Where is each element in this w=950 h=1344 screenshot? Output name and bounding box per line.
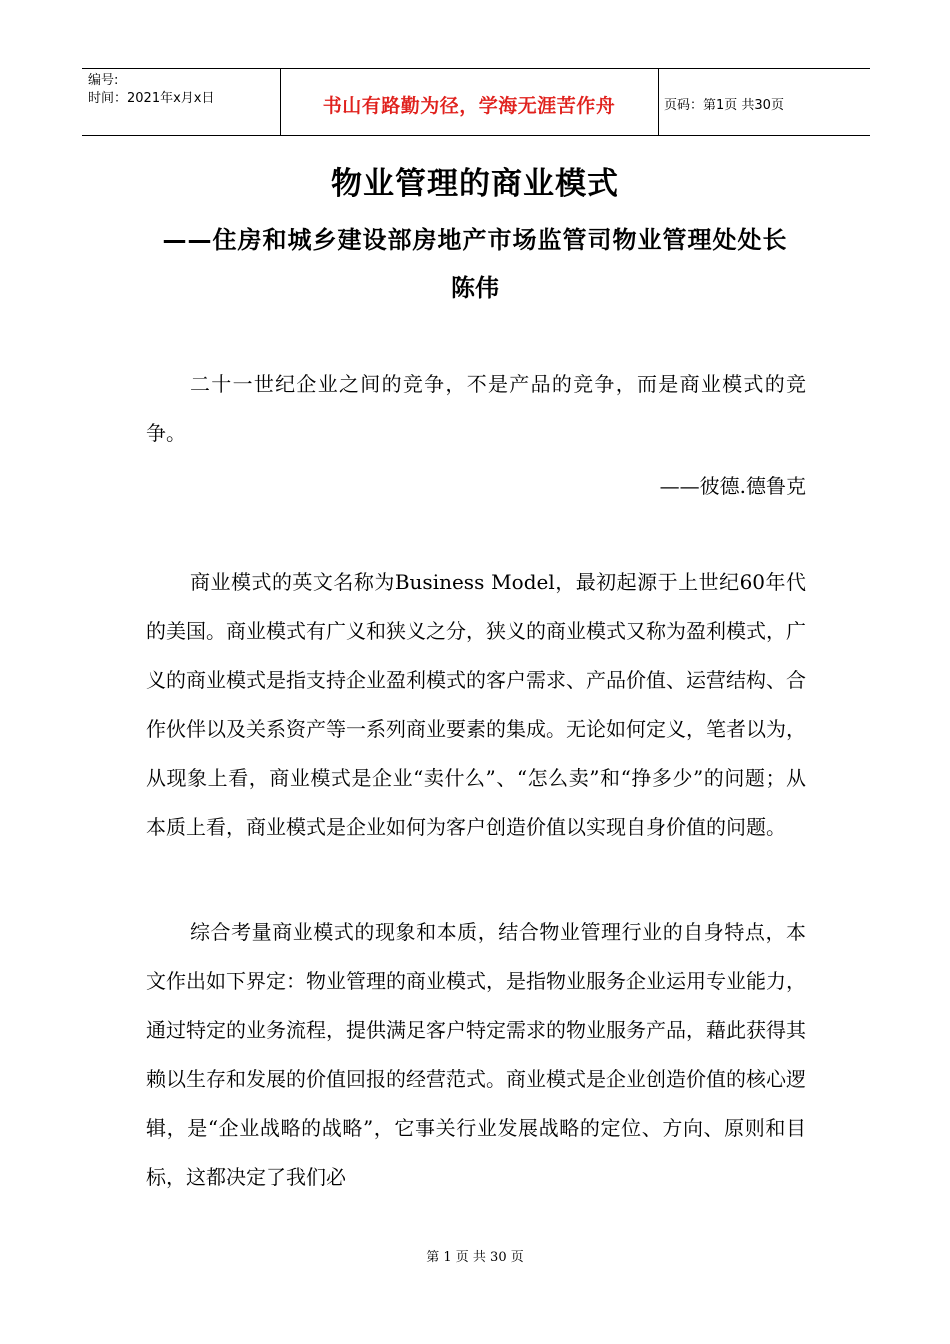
- document-author: 陈伟: [451, 274, 499, 302]
- page-footer: 第 1 页 共 30 页: [426, 1250, 524, 1265]
- document-number-label: 编号:: [88, 73, 119, 88]
- header-page-number: 页码：第1页 共30页: [664, 98, 784, 113]
- header-divider-right: [658, 69, 659, 135]
- body-paragraph-1: 商业模式的英文名称为Business Model，最初起源于上世纪60年代的美国。商业模式有广义和狭义之分，狭义的商业模式又称为盈利模式，广义的商业模式是指支持企业盈利模式的客户需求、产品价值、运营结构、合作伙伴以及关系资产等一系列商业要素的集成。无论如何定义，笔者以为，从现象上看，商业模式是企业“卖什么”、“怎么卖”和“挣多少”的问题；从本质上看，商业模式是企业如何为客户创造价值以实现自身价值的问题。: [146, 570, 806, 839]
- header-meta: [88, 72, 214, 108]
- epigraph-quote: 二十一世纪企业之间的竞争，不是产品的竞争，而是商业模式的竞争。: [146, 372, 806, 445]
- header-divider-left: [280, 69, 281, 135]
- document-date-label: 时间：2021年x月x日: [88, 91, 215, 106]
- header-motto: 书山有路勤为径，学海无涯苦作舟: [322, 95, 616, 117]
- page-header: [82, 68, 870, 136]
- document-title: 物业管理的商业模式: [331, 166, 619, 202]
- document-subtitle: ——住房和城乡建设部房地产市场监管司物业管理处处长: [162, 226, 788, 254]
- body-paragraph-2: 综合考量商业模式的现象和本质，结合物业管理行业的自身特点，本文作出如下界定：物业管理的商业模式，是指物业服务企业运用专业能力，通过特定的业务流程，提供满足客户特定需求的物业服务产品，藉此获得其赖以生存和发展的价值回报的经营范式。商业模式是企业创造价值的核心逻辑，是“企业战略的战略”，它事关行业发展战略的定位、方向、原则和目标，这都决定了我们必: [146, 920, 806, 1189]
- epigraph-attribution: ——彼德.德鲁克: [659, 474, 806, 498]
